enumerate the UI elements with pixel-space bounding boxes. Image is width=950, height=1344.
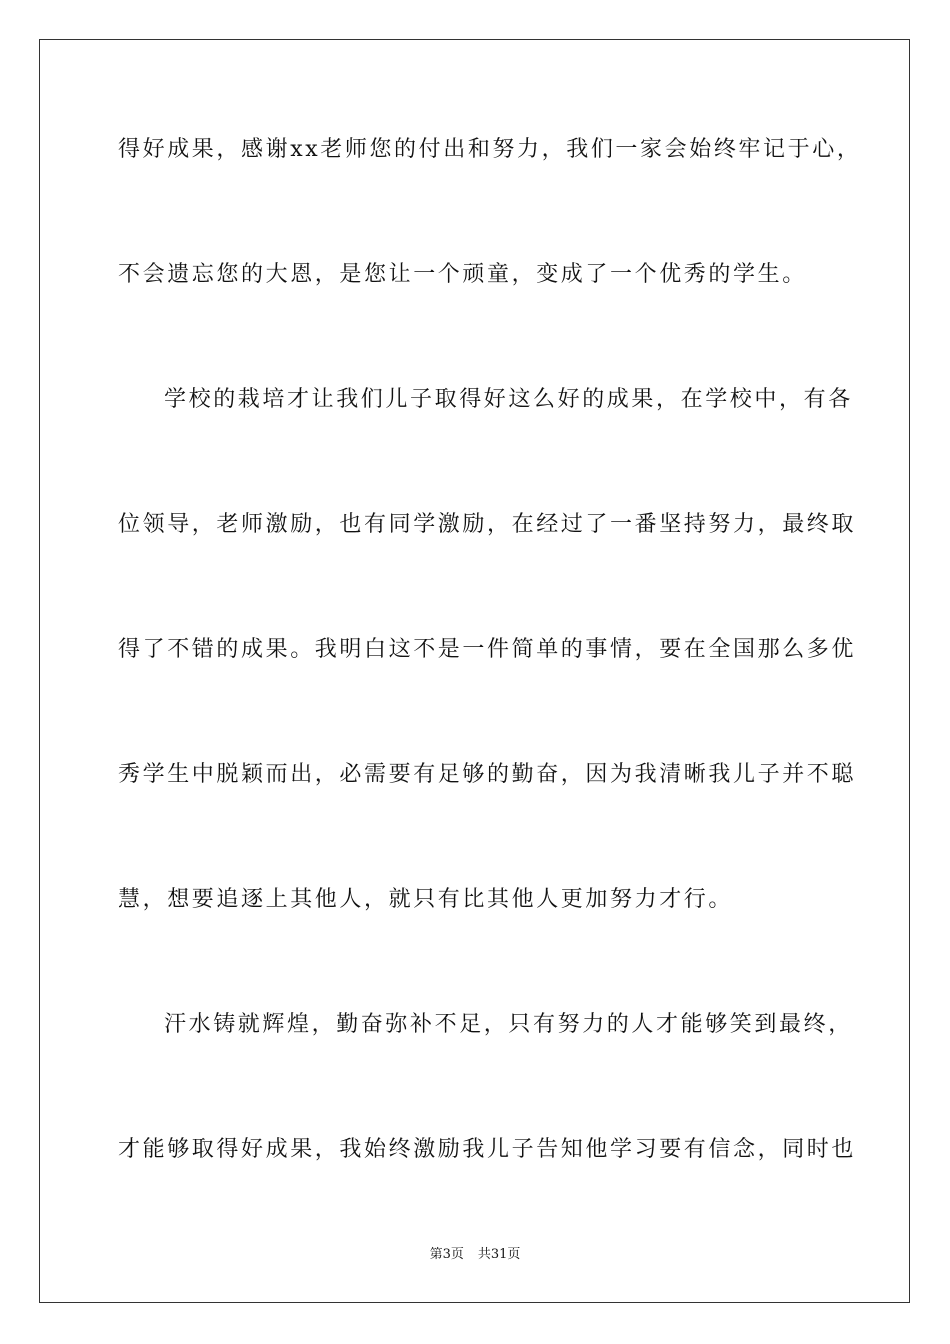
page-number: 第3页: [429, 1247, 464, 1262]
text-line-4: 位领导，老师激励，也有同学激励，在经过了一番坚持努力，最终取: [118, 512, 857, 537]
text-line-5: 得了不错的成果。我明白这不是一件简单的事情，要在全国那么多优: [118, 637, 857, 662]
text-line-3-paragraph-start: 学校的栽培才让我们儿子取得好这么好的成果，在学校中，有各: [164, 387, 853, 412]
page-total: 共31页: [477, 1247, 521, 1262]
text-line-7: 慧，想要追逐上其他人，就只有比其他人更加努力才行。: [118, 887, 734, 912]
text-line-1: 得好成果，感谢xx老师您的付出和努力，我们一家会始终牢记于心，: [118, 137, 862, 162]
page-footer: [0, 1246, 950, 1264]
page-border: [39, 39, 910, 1303]
text-line-8-paragraph-start: 汗水铸就辉煌，勤奋弥补不足，只有努力的人才能够笑到最终，: [164, 1012, 853, 1037]
text-line-6: 秀学生中脱颖而出，必需要有足够的勤奋，因为我清晰我儿子并不聪: [118, 762, 857, 787]
text-line-2: 不会遗忘您的大恩，是您让一个顽童，变成了一个优秀的学生。: [118, 262, 807, 287]
text-line-9: 才能够取得好成果，我始终激励我儿子告知他学习要有信念，同时也: [118, 1137, 857, 1162]
